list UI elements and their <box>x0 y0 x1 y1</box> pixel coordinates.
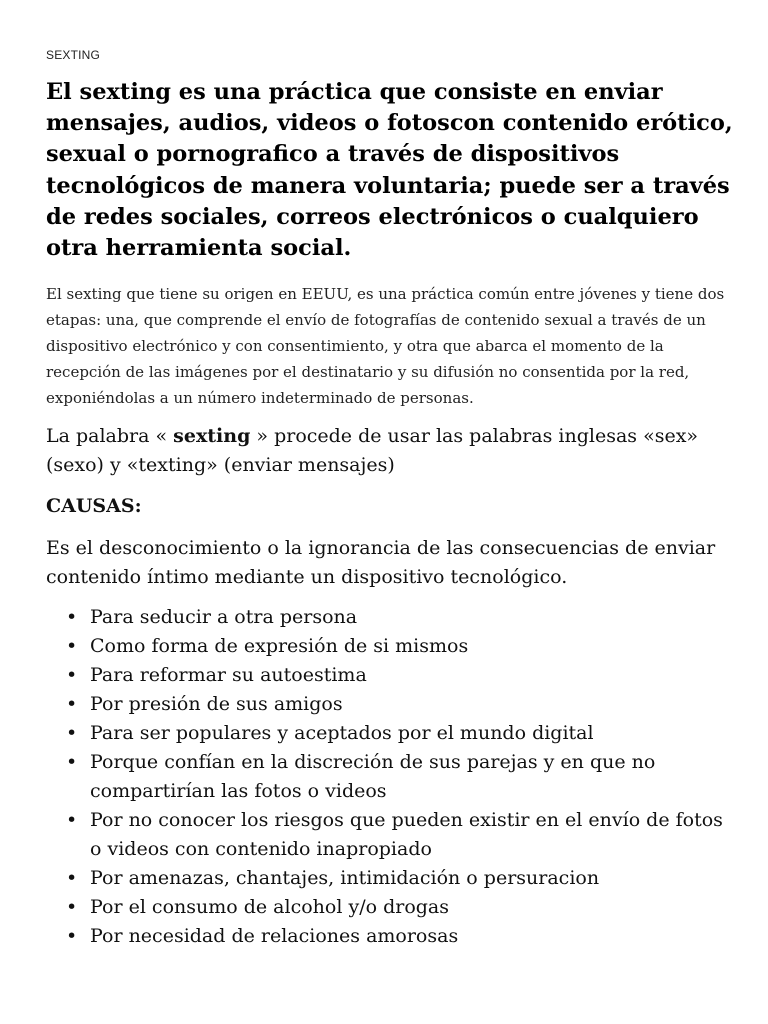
causes-heading: CAUSAS: <box>46 495 142 517</box>
list-item: • Por no conocer los riesgos que pueden existir en el envío de fotos o videos con contenido inapropiado <box>46 806 736 864</box>
list-item: • Por amenazas, chantajes, intimidación o persuracion <box>46 864 736 893</box>
list-item: • Por presión de sus amigos <box>46 690 736 719</box>
list-item: • Para ser populares y aceptados por el mundo digital <box>46 719 736 748</box>
causes-list <box>46 603 736 951</box>
headline: El sexting es una práctica que consiste en enviar mensajes, audios, videos o fotoscon contenido erótico, sexual o pornografico a través de dispositivos tecnológicos de manera voluntaria; puede ser a través de redes sociales, correos electrónicos o cualquiero otra herramienta social. <box>46 79 733 262</box>
section-label: SEXTING <box>46 48 101 62</box>
list-item: • Por el consumo de alcohol y/o drogas <box>46 893 736 922</box>
list-item: • Para reformar su autoestima <box>46 661 736 690</box>
origin-term: sexting <box>173 425 251 447</box>
origin-paragraph <box>46 422 736 480</box>
lead-paragraph: El sexting que tiene su origen en EEUU, es una práctica común entre jóvenes y tiene dos etapas: una, que comprende el envío de fotografías de contenido sexual a través de un dispositivo electrónico y con consentimiento, y otra que abarca el momento de la recepción de las imágenes por el destinatario y su difusión no consentida por la red, exponiéndolas a un número indeterminado de personas. <box>46 285 725 407</box>
list-item: • Porque confían en la discreción de sus parejas y en que no compartirían las fotos o videos <box>46 748 736 806</box>
list-item: • Por necesidad de relaciones amorosas <box>46 922 736 951</box>
list-item: • Para seducir a otra persona <box>46 603 736 632</box>
list-item: • Como forma de expresión de si mismos <box>46 632 736 661</box>
origin-text-before: La palabra « <box>46 425 174 447</box>
causes-intro: Es el desconocimiento o la ignorancia de las consecuencias de enviar contenido íntimo mediante un dispositivo tecnológico. <box>46 537 716 588</box>
origin-text-after: » procede de usar las palabras inglesas «sex» (sexo) y «texting» (enviar mensajes) <box>46 425 699 476</box>
